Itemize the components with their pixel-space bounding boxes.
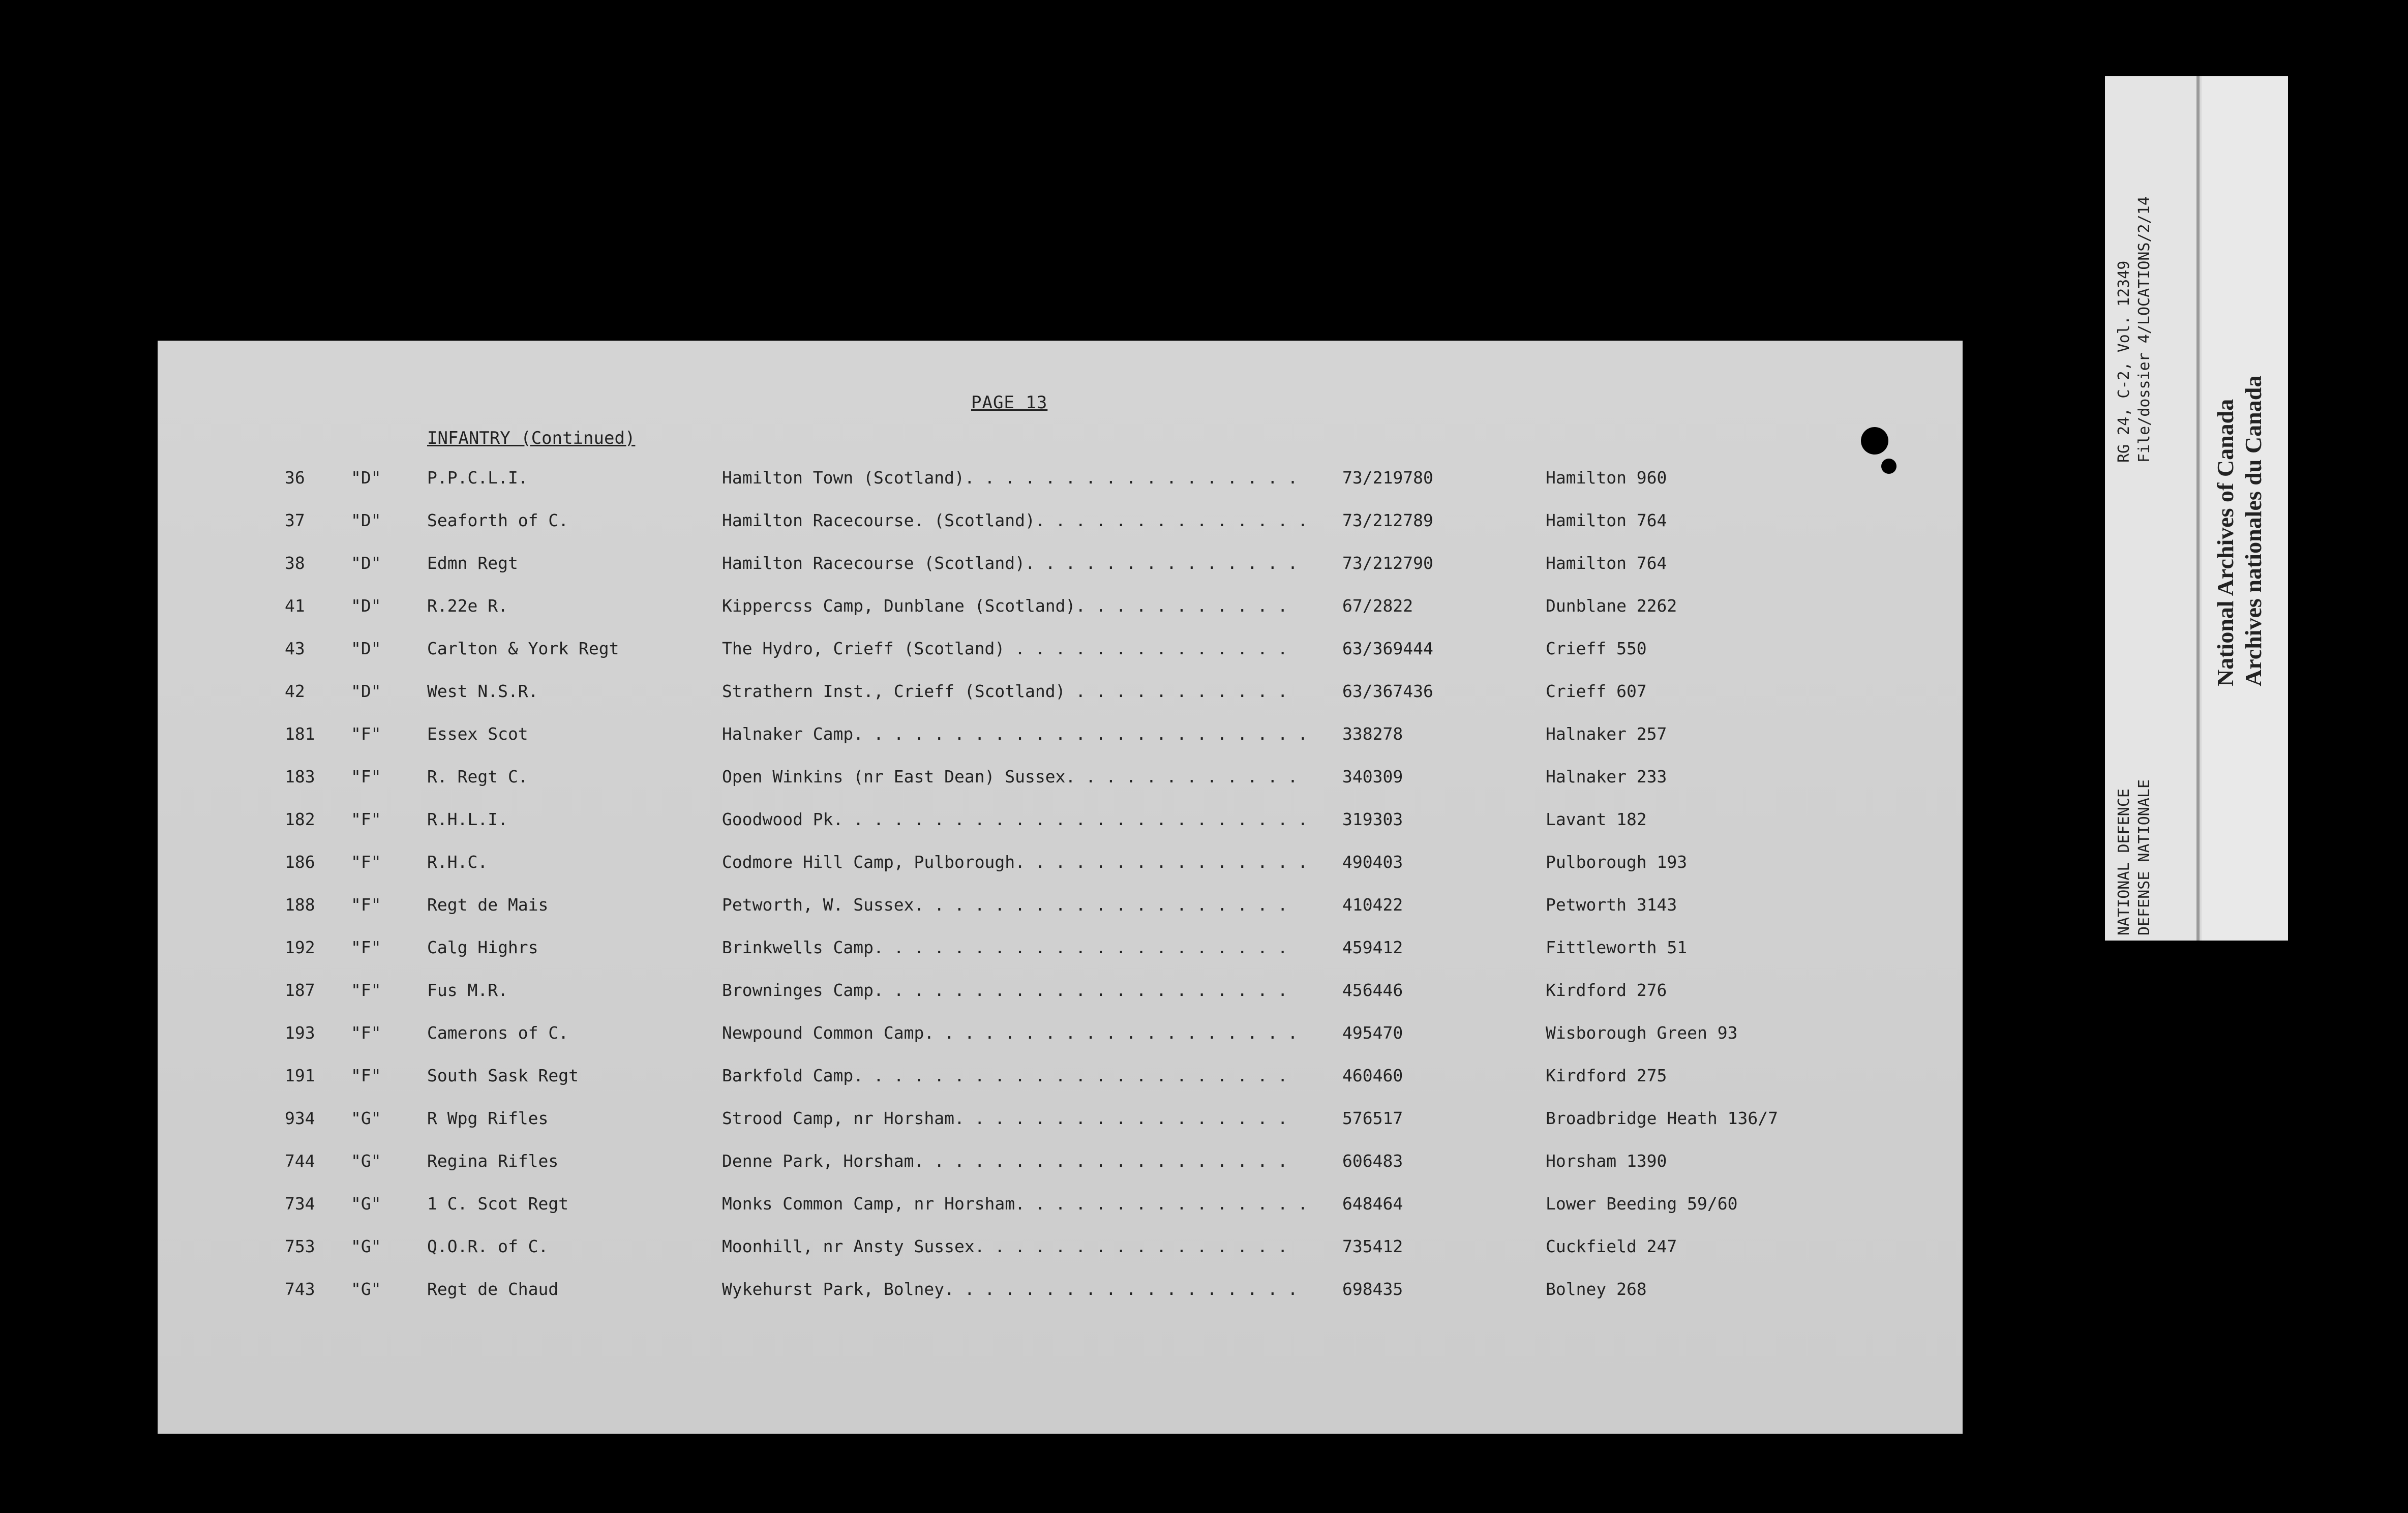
telephone: Hamilton 764 (1546, 553, 1667, 573)
ink-blot (1861, 427, 1888, 455)
unit-location: Moonhill, nr Ansty Sussex. . . . . . . . . . . . . . . . (722, 1236, 1288, 1256)
unit-number: 41 (285, 596, 305, 616)
unit-company: "G" (351, 1108, 381, 1128)
map-reference: 340309 (1342, 767, 1403, 786)
table-row (158, 937, 1963, 980)
map-reference: 735412 (1342, 1236, 1403, 1256)
map-reference: 67/2822 (1342, 596, 1413, 616)
unit-number: 186 (285, 852, 315, 872)
unit-name: R.H.C. (427, 852, 488, 872)
unit-name: Seaforth of C. (427, 510, 569, 530)
table-row (158, 1108, 1963, 1151)
unit-location: Hamilton Town (Scotland). . . . . . . . . . . . . . . . . (722, 468, 1298, 488)
unit-name: Calg Highrs (427, 937, 538, 957)
table-row (158, 1066, 1963, 1108)
table-row (158, 1236, 1963, 1279)
table-row (158, 980, 1963, 1023)
unit-location: Brinkwells Camp. . . . . . . . . . . . . . . . . . . . . (722, 937, 1288, 957)
table-row (158, 1279, 1963, 1322)
table-row (158, 1151, 1963, 1194)
map-reference: 606483 (1342, 1151, 1403, 1171)
page-number: PAGE 13 (971, 392, 1048, 413)
telephone: Bolney 268 (1546, 1279, 1647, 1299)
unit-name: South Sask Regt (427, 1066, 579, 1085)
unit-company: "D" (351, 681, 381, 701)
unit-number: 193 (285, 1023, 315, 1043)
unit-location: Petworth, W. Sussex. . . . . . . . . . . . . . . . . . . (722, 895, 1288, 915)
unit-name: R.H.L.I. (427, 809, 508, 829)
telephone: Broadbridge Heath 136/7 (1546, 1108, 1778, 1128)
table-row (158, 852, 1963, 895)
unit-number: 753 (285, 1236, 315, 1256)
department-line-2: DEFENSE NATIONALE (2135, 779, 2153, 935)
unit-name: R Wpg Rifles (427, 1108, 549, 1128)
unit-name: Essex Scot (427, 724, 528, 744)
unit-company: "F" (351, 724, 381, 744)
telephone: Horsham 1390 (1546, 1151, 1667, 1171)
unit-number: 42 (285, 681, 305, 701)
unit-number: 187 (285, 980, 315, 1000)
unit-location: Barkfold Camp. . . . . . . . . . . . . . . . . . . . . . (722, 1066, 1288, 1085)
unit-location: Hamilton Racecourse (Scotland). . . . . . . . . . . . . . (722, 553, 1298, 573)
telephone: Dunblane 2262 (1546, 596, 1677, 616)
map-reference: 490403 (1342, 852, 1403, 872)
unit-company: "F" (351, 767, 381, 786)
unit-number: 37 (285, 510, 305, 530)
unit-company: "F" (351, 852, 381, 872)
unit-number: 181 (285, 724, 315, 744)
document-page (158, 341, 1963, 1434)
unit-company: "F" (351, 1066, 381, 1085)
unit-location: Open Winkins (nr East Dean) Sussex. . . . . . . . . . . . (722, 767, 1298, 786)
telephone: Fittleworth 51 (1546, 937, 1688, 957)
unit-company: "F" (351, 980, 381, 1000)
telephone: Crieff 607 (1546, 681, 1647, 701)
map-reference: 73/212790 (1342, 553, 1433, 573)
telephone: Lower Beeding 59/60 (1546, 1194, 1738, 1214)
unit-number: 188 (285, 895, 315, 915)
archives-name-french: Archives nationales du Canada (2240, 375, 2266, 686)
unit-number: 182 (285, 809, 315, 829)
unit-company: "G" (351, 1279, 381, 1299)
map-reference: 63/369444 (1342, 639, 1433, 658)
telephone: Kirdford 275 (1546, 1066, 1667, 1085)
map-reference: 73/219780 (1342, 468, 1433, 488)
unit-number: 183 (285, 767, 315, 786)
unit-name: Fus M.R. (427, 980, 508, 1000)
telephone: Pulborough 193 (1546, 852, 1688, 872)
unit-company: "D" (351, 510, 381, 530)
table-row (158, 1194, 1963, 1236)
table-row (158, 895, 1963, 937)
unit-name: Q.O.R. of C. (427, 1236, 549, 1256)
unit-company: "G" (351, 1236, 381, 1256)
unit-location: Goodwood Pk. . . . . . . . . . . . . . . . . . . . . . . . (722, 809, 1308, 829)
telephone: Lavant 182 (1546, 809, 1647, 829)
reference-strip (2105, 76, 2200, 941)
map-reference: 495470 (1342, 1023, 1403, 1043)
map-reference: 338278 (1342, 724, 1403, 744)
unit-number: 743 (285, 1279, 315, 1299)
unit-name: Carlton & York Regt (427, 639, 619, 658)
map-reference: 459412 (1342, 937, 1403, 957)
unit-number: 43 (285, 639, 305, 658)
unit-location: Denne Park, Horsham. . . . . . . . . . . . . . . . . . . (722, 1151, 1288, 1171)
telephone: Halnaker 233 (1546, 767, 1667, 786)
map-reference: 73/212789 (1342, 510, 1433, 530)
unit-location: Kippercss Camp, Dunblane (Scotland). . . . . . . . . . . (722, 596, 1288, 616)
unit-name: 1 C. Scot Regt (427, 1194, 569, 1214)
unit-location: Newpound Common Camp. . . . . . . . . . . . . . . . . . . (722, 1023, 1298, 1043)
unit-number: 744 (285, 1151, 315, 1171)
unit-location: Strood Camp, nr Horsham. . . . . . . . . . . . . . . . . (722, 1108, 1288, 1128)
archive-reference-card (2105, 76, 2288, 941)
unit-location: Codmore Hill Camp, Pulborough. . . . . . . . . . . . . . . (722, 852, 1308, 872)
telephone: Hamilton 764 (1546, 510, 1667, 530)
table-row (158, 1023, 1963, 1066)
archive-reference-line-2: File/dossier 4/LOCATIONS/2/14 (2135, 196, 2153, 463)
telephone: Petworth 3143 (1546, 895, 1677, 915)
unit-location: Strathern Inst., Crieff (Scotland) . . . . . . . . . . . (722, 681, 1288, 701)
unit-company: "G" (351, 1194, 381, 1214)
map-reference: 460460 (1342, 1066, 1403, 1085)
archives-strip (2202, 76, 2288, 941)
telephone: Halnaker 257 (1546, 724, 1667, 744)
table-row (158, 724, 1963, 767)
unit-name: R.22e R. (427, 596, 508, 616)
unit-company: "D" (351, 639, 381, 658)
unit-location: Wykehurst Park, Bolney. . . . . . . . . . . . . . . . . . (722, 1279, 1298, 1299)
unit-company: "F" (351, 937, 381, 957)
unit-name: Regt de Chaud (427, 1279, 559, 1299)
unit-location-table (158, 468, 1963, 1322)
unit-location: The Hydro, Crieff (Scotland) . . . . . . . . . . . . . . (722, 639, 1288, 658)
department-line-1: NATIONAL DEFENCE (2115, 789, 2133, 935)
unit-name: R. Regt C. (427, 767, 528, 786)
unit-name: Regina Rifles (427, 1151, 559, 1171)
archives-name-english: National Archives of Canada (2212, 399, 2238, 686)
telephone: Wisborough Green 93 (1546, 1023, 1738, 1043)
archive-reference-line-1: RG 24, C-2, Vol. 12349 (2115, 260, 2133, 463)
table-row (158, 639, 1963, 681)
map-reference: 410422 (1342, 895, 1403, 915)
section-heading: INFANTRY (Continued) (427, 428, 636, 448)
unit-location: Hamilton Racecourse. (Scotland). . . . . . . . . . . . . . (722, 510, 1308, 530)
telephone: Kirdford 276 (1546, 980, 1667, 1000)
unit-location: Halnaker Camp. . . . . . . . . . . . . . . . . . . . . . . (722, 724, 1308, 744)
unit-company: "D" (351, 596, 381, 616)
table-row (158, 510, 1963, 553)
unit-location: Monks Common Camp, nr Horsham. . . . . . . . . . . . . . . (722, 1194, 1308, 1214)
unit-name: P.P.C.L.I. (427, 468, 528, 488)
unit-name: West N.S.R. (427, 681, 538, 701)
map-reference: 456446 (1342, 980, 1403, 1000)
table-row (158, 809, 1963, 852)
unit-number: 934 (285, 1108, 315, 1128)
unit-company: "F" (351, 809, 381, 829)
telephone: Cuckfield 247 (1546, 1236, 1677, 1256)
unit-number: 191 (285, 1066, 315, 1085)
unit-name: Edmn Regt (427, 553, 518, 573)
telephone: Crieff 550 (1546, 639, 1647, 658)
unit-name: Camerons of C. (427, 1023, 569, 1043)
unit-company: "G" (351, 1151, 381, 1171)
map-reference: 63/367436 (1342, 681, 1433, 701)
telephone: Hamilton 960 (1546, 468, 1667, 488)
map-reference: 698435 (1342, 1279, 1403, 1299)
unit-location: Browninges Camp. . . . . . . . . . . . . . . . . . . . . (722, 980, 1288, 1000)
map-reference: 576517 (1342, 1108, 1403, 1128)
table-row (158, 468, 1963, 510)
table-row (158, 596, 1963, 639)
unit-number: 38 (285, 553, 305, 573)
table-row (158, 767, 1963, 809)
unit-name: Regt de Mais (427, 895, 549, 915)
table-row (158, 681, 1963, 724)
unit-company: "F" (351, 1023, 381, 1043)
table-row (158, 553, 1963, 596)
unit-number: 734 (285, 1194, 315, 1214)
unit-company: "F" (351, 895, 381, 915)
unit-company: "D" (351, 553, 381, 573)
map-reference: 319303 (1342, 809, 1403, 829)
unit-company: "D" (351, 468, 381, 488)
map-reference: 648464 (1342, 1194, 1403, 1214)
unit-number: 192 (285, 937, 315, 957)
unit-number: 36 (285, 468, 305, 488)
